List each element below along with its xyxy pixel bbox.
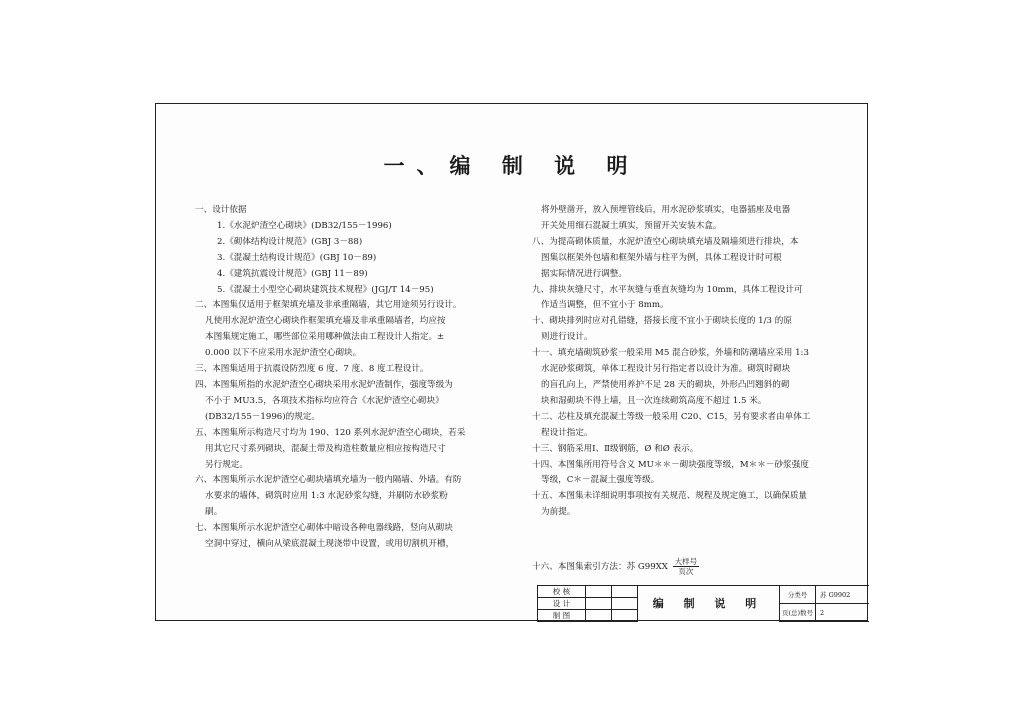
atlas-number-value: 苏 G9902: [820, 591, 851, 599]
index-method-text: 十六、本图集索引方法：苏 G99XX: [532, 562, 668, 572]
page-title: 一、编 制 说 明: [383, 154, 640, 178]
text-line: 八、为提高砌体质量，水泥炉渣空心砌块填充墙及隔墙须进行排块，本: [532, 236, 799, 247]
title-block-row-design: 设 计: [538, 598, 586, 610]
index-fraction-bottom: 页次: [678, 567, 694, 576]
text-line: 开关处用细石混凝土填实，预留开关安装木盒。: [541, 220, 722, 231]
page-number-row: [780, 604, 869, 622]
text-line: 十、砌块排列时应对孔错缝，搭接长度不宜小于砌块长度的 1/3 的原: [532, 316, 792, 327]
text-line: 一、设计依据: [195, 205, 247, 215]
text-line: 程设计指定。: [541, 427, 593, 438]
text-line: 十二、芯柱及填充混凝土等级一般采用 C20、C15，另有要求者由单体工: [532, 411, 811, 422]
left-column: [195, 203, 465, 553]
text-line: 十三、钢筋采用Ⅰ、Ⅱ级钢筋，Ø 和Ø 表示。: [532, 443, 699, 454]
title-block: [537, 585, 869, 622]
right-column: [532, 203, 810, 521]
text-line: 不小于 MU3.5，各项技术指标均应符合《水泥炉渣空心砌块》: [205, 395, 444, 406]
title-block-cell: [586, 586, 612, 598]
text-line: 作适当调整，但不宜小于 8mm。: [541, 300, 669, 311]
text-line: 2.《砌体结构设计规范》(GBJ 3－88): [217, 236, 363, 247]
text-line: 十五、本图集未详细说明事项按有关规范、规程及规定施工，以确保质量: [532, 491, 808, 502]
text-line: 用其它尺寸系列砌块，混凝土带及构造柱数量应相应按构造尺寸: [205, 443, 446, 454]
text-line: 十一、填充墙砌筑砂浆一般采用 M5 混合砂浆，外墙和防潮墙应采用 1:3: [532, 348, 809, 359]
text-line: (DB32/155－1996)的规定。: [205, 411, 320, 422]
text-line: 五、本图集所示构造尺寸均为 190、120 系列水泥炉渣空心砌块，若采: [195, 427, 466, 438]
text-line: 空洞中穿过，横向从梁底混凝土现浇带中设置，或用切割机开槽，: [205, 539, 455, 550]
text-line: 等级，C＊－混凝土强度等级。: [541, 475, 660, 486]
text-line: 块和湿砌块不得上墙，且一次连续砌筑高度不超过 1.5 米。: [541, 395, 767, 406]
index-method-note: [532, 557, 699, 576]
text-line: 0.000 以下不应采用水泥炉渣空心砌块。: [205, 348, 362, 359]
title-block-cell: [612, 586, 638, 598]
text-line: 据实际情况进行调整。: [541, 268, 627, 279]
title-block-row-draw: 制 图: [538, 610, 586, 622]
drawing-name: 编 制 说 明: [638, 586, 780, 622]
page-number-value: 2: [820, 609, 825, 617]
text-line: 水要求的墙体，砌筑时应用 1:3 水泥砂浆勾缝，并刷防水砂浆粉: [205, 491, 448, 502]
text-line: 3.《混凝土结构设计规范》(GBJ 10－89): [217, 252, 377, 263]
text-line: 4.《建筑抗震设计规范》(GBJ 11－89): [217, 268, 368, 279]
text-line: 六、本图集所示水泥炉渣空心砌块墙填充墙为一般内隔墙、外墙。有防: [195, 475, 462, 486]
title-block-cell: [612, 598, 638, 610]
title-block-cell: [586, 598, 612, 610]
title-block-cell: [612, 610, 638, 622]
title-block-cell: [586, 610, 612, 622]
drawing-sheet: [155, 103, 868, 621]
text-line: 九、排块灰缝尺寸，水平灰缝与垂直灰缝均为 10mm，具体工程设计可: [532, 284, 803, 295]
text-line: 刷。: [205, 507, 223, 518]
atlas-number-label: 分类号: [780, 586, 816, 604]
text-line: 水泥砂浆砌筑，单体工程设计另行指定者以设计为准。砌筑时砌块: [541, 364, 791, 375]
text-line: 将外壁凿开，放入预埋管线后，用水泥砂浆填实，电器插座及电器: [541, 205, 791, 215]
index-fraction-top: 大样号: [674, 557, 698, 566]
title-block-row-check: 校 核: [538, 586, 586, 598]
text-line: 另行规定。: [205, 459, 248, 470]
text-line: 二、本图集仅适用于框架填充墙及非承重隔墙，其它用途须另行设计。: [195, 300, 462, 311]
text-line: 为前提。: [541, 507, 576, 518]
text-line: 十四、本图集所用符号含义 MU＊＊－砌块强度等级，M＊＊－砂浆强度: [532, 459, 809, 470]
text-line: 图集以框架外包墙和框架外墙与柱平为例，具体工程设计时可根: [541, 252, 782, 263]
text-line: 三、本图集适用于抗震设防烈度 6 度、7 度、8 度工程设计。: [195, 364, 429, 375]
text-line: 本图集规定施工，哪些部位采用哪种做法由工程设计人指定。±: [205, 332, 445, 343]
atlas-number-row: [780, 586, 869, 604]
text-line: 的盲孔向上，严禁使用养护不足 28 天的砌块，外形凸凹翘斜的砌: [541, 379, 790, 390]
page-number-label: 页(总)数号: [780, 604, 816, 622]
index-fraction: [673, 557, 700, 576]
text-line: 5.《混凝土小型空心砌块建筑技术规程》(JGJ/T 14－95): [217, 284, 434, 295]
text-line: 则进行设计。: [541, 332, 593, 343]
text-line: 四、本图集所指的水泥炉渣空心砌块采用水泥炉渣制作，强度等级为: [195, 379, 453, 390]
text-line: 1.《水泥炉渣空心砌块》(DB32/155－1996): [217, 220, 392, 231]
text-line: 七、本图集所示水泥炉渣空心砌体中暗设各种电器线路，竖向从砌块: [195, 523, 453, 534]
text-line: 凡使用水泥炉渣空心砌块作框架填充墙及非承重隔墙者，均应按: [205, 316, 446, 327]
